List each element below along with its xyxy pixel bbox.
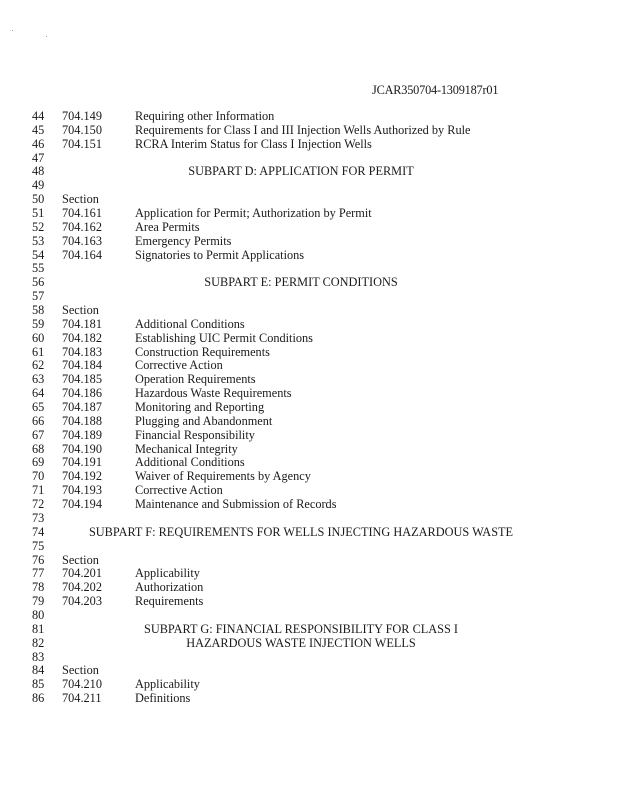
subpart-heading-line — [0, 637, 618, 651]
section-title: Maintenance and Submission of Records — [135, 497, 337, 512]
subpart-heading-line — [0, 165, 618, 179]
toc-line — [0, 304, 618, 318]
line-number: 77 — [32, 566, 45, 581]
line-number: 86 — [32, 691, 45, 706]
toc-line — [0, 651, 618, 665]
toc-line — [0, 318, 618, 332]
toc-line — [0, 456, 618, 470]
line-number: 59 — [32, 316, 45, 331]
line-number: 76 — [32, 552, 45, 567]
line-number: 85 — [32, 677, 45, 692]
line-number: 82 — [32, 635, 45, 650]
toc-line — [0, 207, 618, 221]
toc-line — [0, 443, 618, 457]
line-number: 70 — [32, 469, 45, 484]
section-number: 704.192 — [62, 469, 102, 484]
table-of-contents — [0, 110, 618, 706]
toc-line — [0, 498, 618, 512]
toc-line — [0, 692, 618, 706]
section-number: 704.202 — [62, 580, 102, 595]
line-number: 60 — [32, 330, 45, 345]
line-number: 62 — [32, 358, 45, 373]
section-title: Corrective Action — [135, 483, 223, 498]
section-number: 704.181 — [62, 316, 102, 331]
section-number: 704.186 — [62, 386, 102, 401]
section-number: Section — [62, 192, 99, 207]
line-number: 50 — [32, 192, 45, 207]
subpart-heading: SUBPART E: PERMIT CONDITIONS — [204, 275, 398, 290]
subpart-heading-line — [0, 526, 618, 540]
section-title: Area Permits — [135, 219, 200, 234]
line-number: 51 — [32, 206, 45, 221]
line-number: 63 — [32, 372, 45, 387]
line-number: 56 — [32, 275, 45, 290]
line-number: 52 — [32, 219, 45, 234]
section-number: 704.161 — [62, 206, 102, 221]
line-number: 84 — [32, 663, 45, 678]
section-number: 704.193 — [62, 483, 102, 498]
section-number: 704.185 — [62, 372, 102, 387]
line-number: 67 — [32, 427, 45, 442]
section-number: 704.201 — [62, 566, 102, 581]
toc-line — [0, 567, 618, 581]
toc-line — [0, 470, 618, 484]
line-number: 48 — [32, 164, 45, 179]
section-number: 704.189 — [62, 427, 102, 442]
toc-line — [0, 110, 618, 124]
toc-line — [0, 332, 618, 346]
line-number: 78 — [32, 580, 45, 595]
toc-line — [0, 249, 618, 263]
section-number: 704.163 — [62, 233, 102, 248]
section-number: Section — [62, 303, 99, 318]
line-number: 74 — [32, 524, 45, 539]
line-number: 69 — [32, 455, 45, 470]
document-id: JCAR350704-1309187r01 — [372, 83, 499, 97]
section-number: 704.194 — [62, 497, 102, 512]
section-number: 704.150 — [62, 122, 102, 137]
line-number: 80 — [32, 607, 45, 622]
line-number: 47 — [32, 150, 45, 165]
section-title: Corrective Action — [135, 358, 223, 373]
toc-line — [0, 290, 618, 304]
section-title: Additional Conditions — [135, 455, 245, 470]
toc-line — [0, 415, 618, 429]
section-number: 704.149 — [62, 109, 102, 123]
section-title: Waiver of Requirements by Agency — [135, 469, 311, 484]
toc-line — [0, 124, 618, 138]
toc-line — [0, 193, 618, 207]
line-number: 65 — [32, 400, 45, 415]
section-title: Plugging and Abandonment — [135, 413, 273, 428]
subpart-heading: SUBPART D: APPLICATION FOR PERMIT — [188, 164, 414, 179]
section-title: Applicability — [135, 677, 200, 692]
section-number: 704.210 — [62, 677, 102, 692]
section-title: Emergency Permits — [135, 233, 232, 248]
line-number: 44 — [32, 109, 45, 123]
line-number: 53 — [32, 233, 45, 248]
line-number: 49 — [32, 178, 45, 193]
toc-line — [0, 664, 618, 678]
line-number: 83 — [32, 649, 45, 664]
subpart-heading: SUBPART G: FINANCIAL RESPONSIBILITY FOR CLASS I — [143, 621, 459, 636]
section-number: 704.182 — [62, 330, 102, 345]
section-title: Application for Permit; Authorization by Permit — [135, 206, 372, 221]
line-number: 64 — [32, 386, 45, 401]
toc-line — [0, 595, 618, 609]
section-title: Requiring other Information — [135, 109, 275, 123]
section-number: 704.190 — [62, 441, 102, 456]
toc-line — [0, 235, 618, 249]
section-number: 704.162 — [62, 219, 102, 234]
toc-line — [0, 359, 618, 373]
line-number: 81 — [32, 621, 45, 636]
toc-line — [0, 387, 618, 401]
line-number: 54 — [32, 247, 45, 262]
section-title: Requirements — [135, 594, 204, 609]
subpart-heading: HAZARDOUS WASTE INJECTION WELLS — [186, 635, 416, 650]
toc-line — [0, 152, 618, 166]
toc-line — [0, 581, 618, 595]
scan-speck — [46, 36, 47, 37]
line-number: 66 — [32, 413, 45, 428]
section-title: Hazardous Waste Requirements — [135, 386, 292, 401]
section-title: Signatories to Permit Applications — [135, 247, 305, 262]
toc-line — [0, 484, 618, 498]
line-number: 55 — [32, 261, 45, 276]
scan-speck — [12, 30, 13, 31]
section-number: 704.188 — [62, 413, 102, 428]
section-title: Definitions — [135, 691, 191, 706]
toc-line — [0, 540, 618, 554]
section-number: Section — [62, 552, 99, 567]
line-number: 45 — [32, 122, 45, 137]
section-title: Operation Requirements — [135, 372, 256, 387]
line-number: 46 — [32, 136, 45, 151]
section-title: Requirements for Class I and III Injection Wells Authorized by Rule — [135, 122, 471, 137]
line-number: 68 — [32, 441, 45, 456]
section-number: 704.183 — [62, 344, 102, 359]
toc-line — [0, 609, 618, 623]
line-number: 75 — [32, 538, 45, 553]
section-number: 704.203 — [62, 594, 102, 609]
line-number: 61 — [32, 344, 45, 359]
section-number: 704.211 — [62, 691, 102, 706]
section-title: Monitoring and Reporting — [135, 400, 265, 415]
subpart-heading: SUBPART F: REQUIREMENTS FOR WELLS INJECTING HAZARDOUS WASTE — [88, 524, 514, 539]
toc-line — [0, 429, 618, 443]
toc-line — [0, 138, 618, 152]
toc-line — [0, 373, 618, 387]
section-title: Authorization — [135, 580, 204, 595]
line-number: 72 — [32, 497, 45, 512]
line-number: 73 — [32, 510, 45, 525]
section-title: Construction Requirements — [135, 344, 270, 359]
line-number: 57 — [32, 289, 45, 304]
toc-line — [0, 512, 618, 526]
section-number: 704.151 — [62, 136, 102, 151]
line-number: 58 — [32, 303, 45, 318]
line-number: 71 — [32, 483, 45, 498]
section-title: Financial Responsibility — [135, 427, 255, 442]
section-number: 704.191 — [62, 455, 102, 470]
section-title: Establishing UIC Permit Conditions — [135, 330, 313, 345]
section-title: Mechanical Integrity — [135, 441, 238, 456]
toc-line — [0, 554, 618, 568]
toc-line — [0, 179, 618, 193]
toc-line — [0, 346, 618, 360]
subpart-heading-line — [0, 276, 618, 290]
toc-line — [0, 401, 618, 415]
section-number: 704.187 — [62, 400, 102, 415]
section-number: 704.164 — [62, 247, 102, 262]
toc-line — [0, 262, 618, 276]
section-number: Section — [62, 663, 99, 678]
section-title: RCRA Interim Status for Class I Injection Wells — [135, 136, 372, 151]
toc-line — [0, 221, 618, 235]
section-title: Additional Conditions — [135, 316, 245, 331]
section-number: 704.184 — [62, 358, 102, 373]
toc-line — [0, 678, 618, 692]
subpart-heading-line — [0, 623, 618, 637]
line-number: 79 — [32, 594, 45, 609]
section-title: Applicability — [135, 566, 200, 581]
